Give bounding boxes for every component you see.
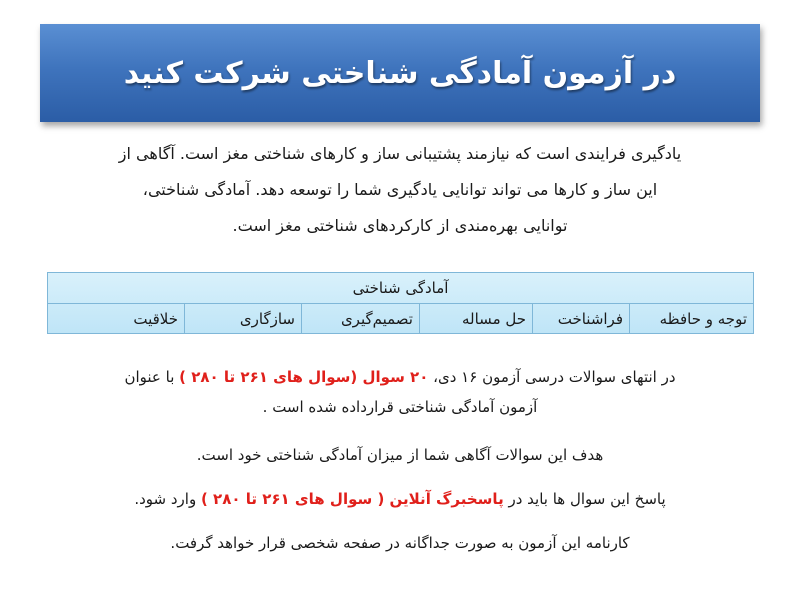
text-span: با عنوان xyxy=(124,368,180,386)
highlight-question-range: ۲۰ سوال (سوال های ۲۶۱ تا ۲۸۰ ) xyxy=(179,368,429,386)
cognitive-readiness-table xyxy=(47,272,754,334)
exam-info-paragraph xyxy=(40,362,760,422)
table-header: آمادگی شناختی xyxy=(48,273,753,304)
table-cell-attention-memory: توجه و حافظه xyxy=(629,304,753,334)
title-banner xyxy=(40,24,760,122)
text-span: وارد شود. xyxy=(134,490,201,508)
table-cell-adaptability: سازگاری xyxy=(184,304,301,334)
intro-paragraph xyxy=(40,136,760,244)
intro-line: یادگیری فرایندی است که نیازمند پشتیبانی ساز و کارهای شناختی مغز است. آگاهی از xyxy=(118,144,682,163)
table-cell-decision-making: تصمیم‌گیری xyxy=(301,304,419,334)
text-span: در انتهای سوالات درسی آزمون ۱۶ دی، xyxy=(428,368,676,386)
report-card-paragraph: کارنامه این آزمون به صورت جداگانه در صفحه شخصی قرار خواهد گرفت. xyxy=(170,534,630,552)
intro-line: این ساز و کارها می تواند توانایی یادگیری شما را توسعه دهد. آمادگی شناختی، xyxy=(142,180,658,199)
table-cell-metacognition: فراشناخت xyxy=(532,304,629,334)
table-cell-problem-solving: حل مساله xyxy=(419,304,532,334)
goal-paragraph: هدف این سوالات آگاهی شما از میزان آمادگی شناختی خود است. xyxy=(196,446,604,464)
page-title: در آزمون آمادگی شناختی شرکت کنید xyxy=(123,55,677,91)
exam-info-line: آزمون آمادگی شناختی قرارداده شده است . xyxy=(262,398,538,416)
answer-sheet-paragraph xyxy=(40,484,760,514)
highlight-online-answer-sheet: پاسخبرگ آنلاین ( سوال های ۲۶۱ تا ۲۸۰ ) xyxy=(200,490,504,508)
text-span: پاسخ این سوال ها باید در xyxy=(503,490,666,508)
exam-info-line xyxy=(40,362,760,392)
table-row xyxy=(48,304,753,334)
table-cell-creativity: خلاقیت xyxy=(133,310,178,328)
intro-line: توانایی بهره‌مندی از کارکردهای شناختی مغز است. xyxy=(232,216,568,235)
